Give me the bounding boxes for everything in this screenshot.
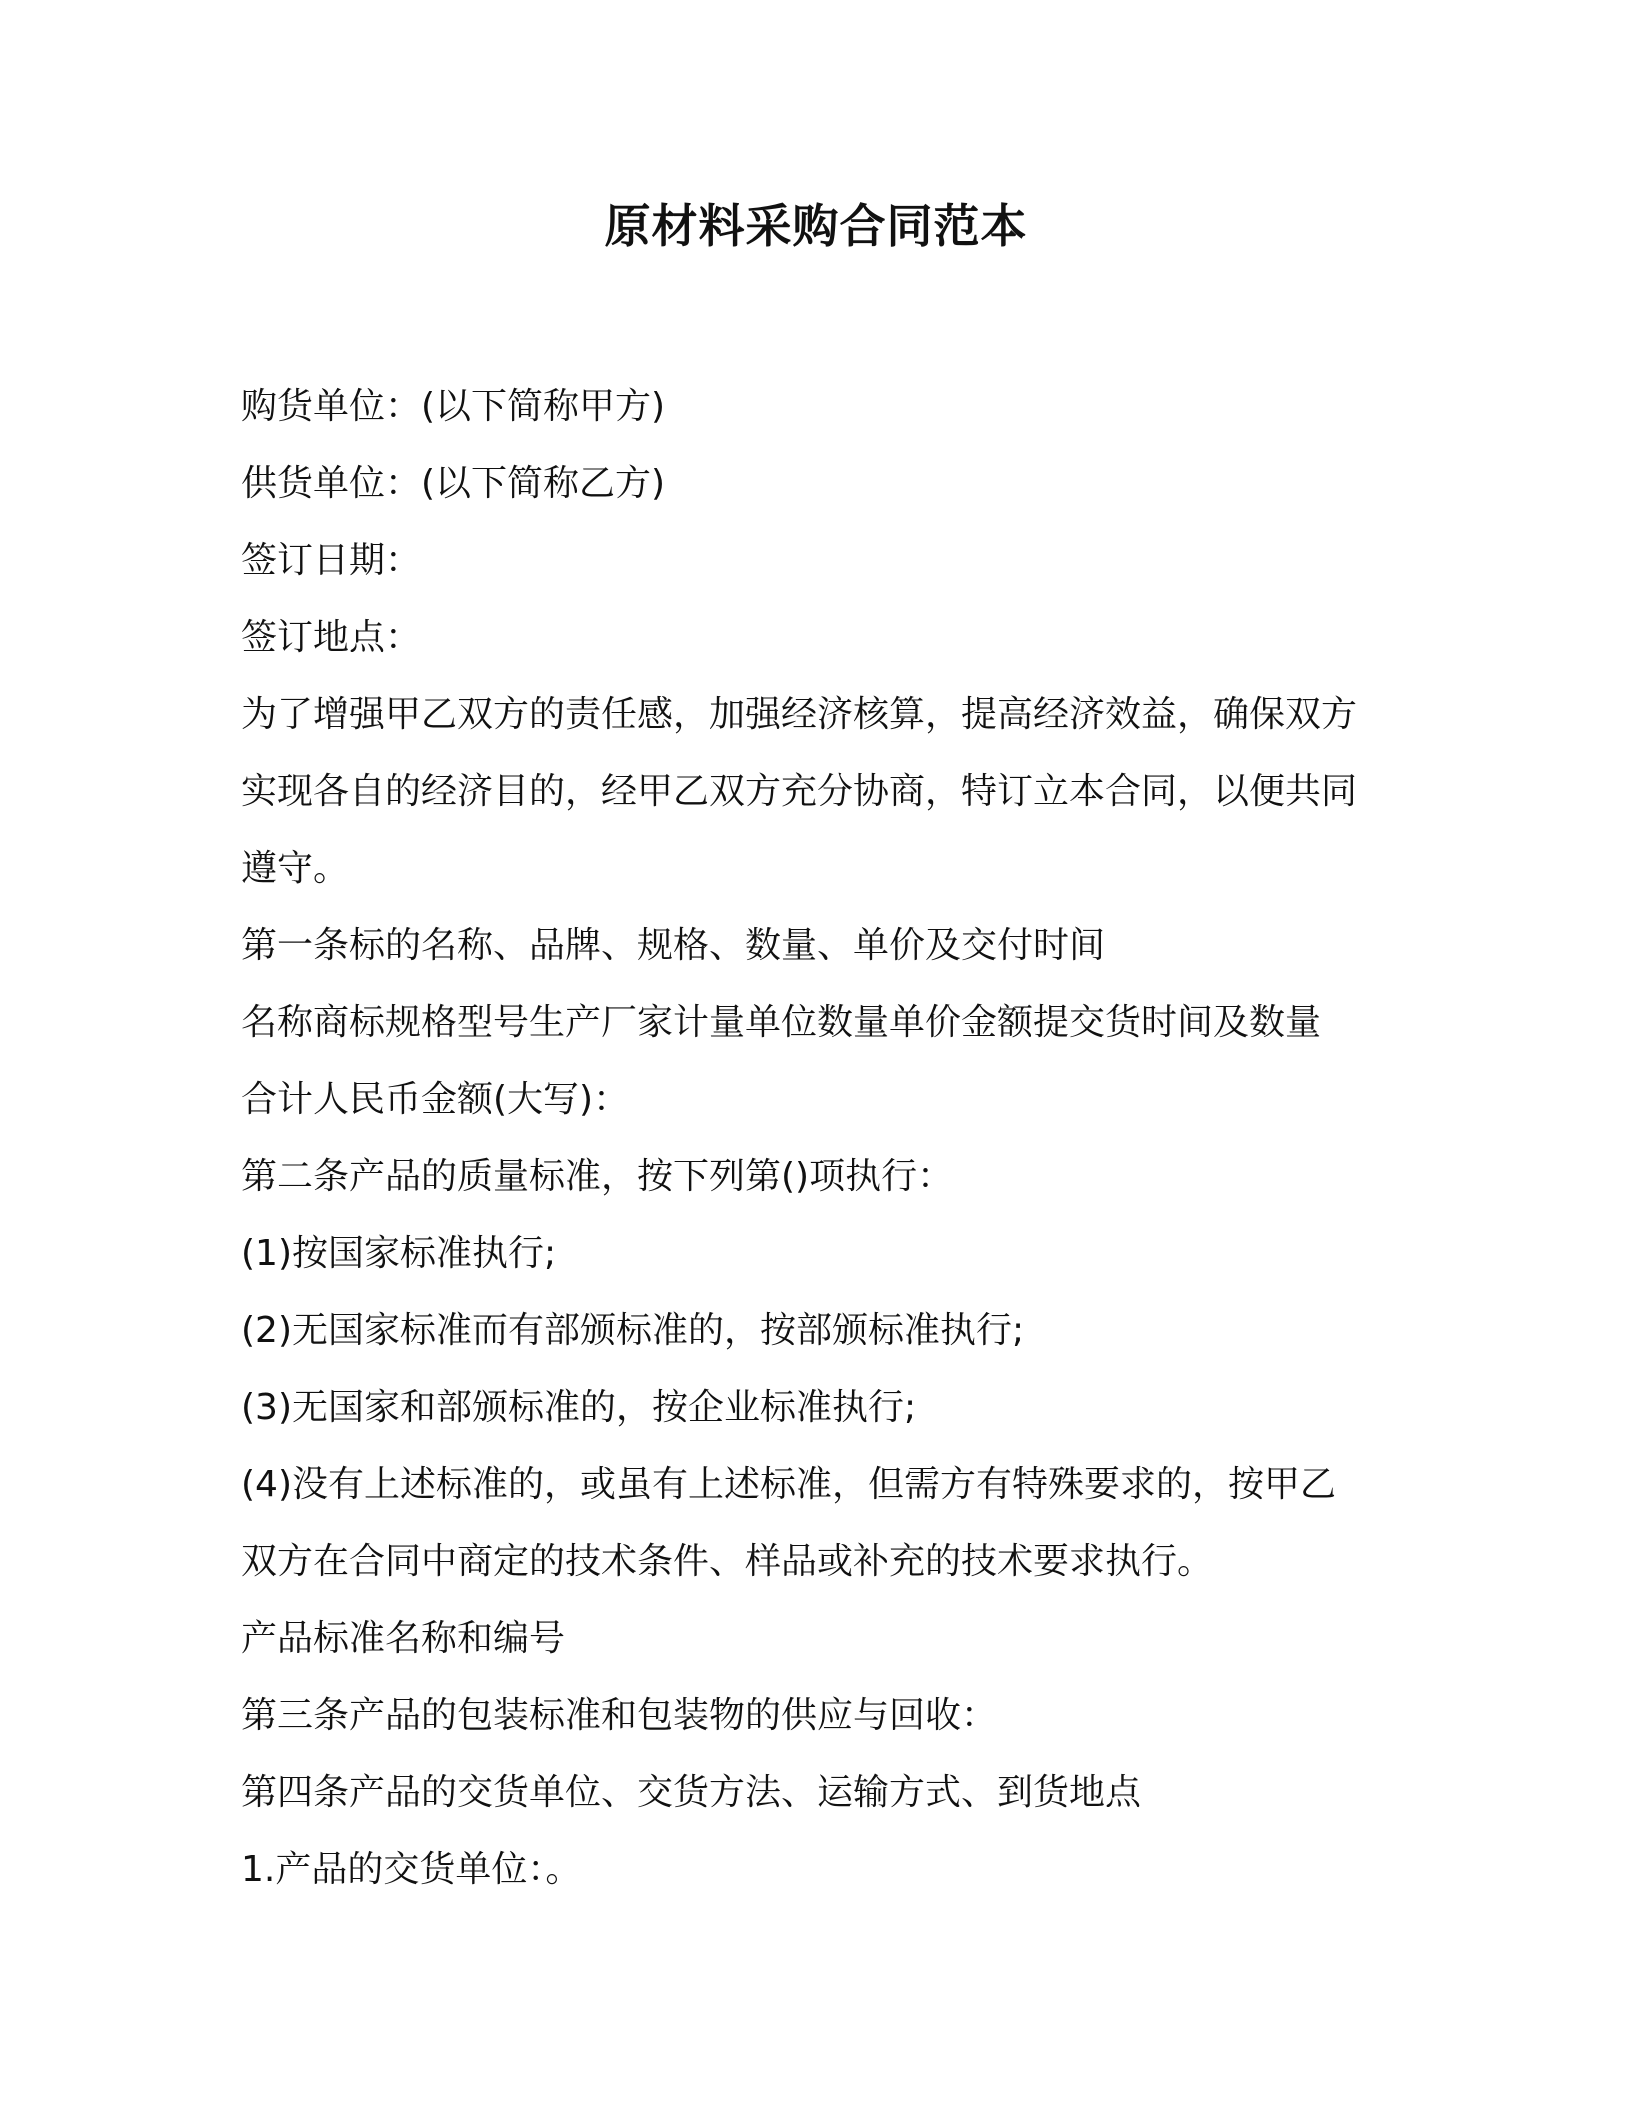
article-4-heading: 第四条产品的交货单位、交货方法、运输方式、到货地点 (241, 1772, 1142, 1813)
signing-place-line: 签订地点： (241, 617, 422, 658)
buyer-line: 购货单位：(以下简称甲方) (241, 386, 666, 427)
article-2-heading: 第二条产品的质量标准，按下列第()项执行： (241, 1156, 954, 1197)
article-3-heading: 第三条产品的包装标准和包装物的供应与回收： (241, 1695, 998, 1736)
preamble-paragraph: 为了增强甲乙双方的责任感，加强经济核算，提高经济效益，确保双方实现各自的经济目的，经甲乙双方充分协商，特订立本合同，以便共同遵守。 (241, 694, 1358, 889)
article-2-item-2: (2)无国家标准而有部颁标准的，按部颁标准执行; (241, 1310, 1025, 1351)
supplier-line: 供货单位：(以下简称乙方) (241, 463, 666, 504)
total-amount-line: 合计人民币金额(大写)： (241, 1079, 630, 1120)
document-body (241, 368, 1366, 1908)
article-1-heading: 第一条标的名称、品牌、规格、数量、单价及交付时间 (241, 925, 1106, 966)
article-1-columns: 名称商标规格型号生产厂家计量单位数量单价金额提交货时间及数量 (241, 1002, 1322, 1043)
article-2-item-1: (1)按国家标准执行; (241, 1233, 557, 1274)
article-2-item-4: (4)没有上述标准的，或虽有上述标准，但需方有特殊要求的，按甲乙双方在合同中商定的技术条件、样品或补充的技术要求执行。 (241, 1464, 1336, 1582)
article-2-item-3: (3)无国家和部颁标准的，按企业标准执行; (241, 1387, 917, 1428)
document-title: 原材料采购合同范本 (604, 199, 1028, 253)
article-4-item-1: 1.产品的交货单位：。 (241, 1849, 582, 1890)
product-standard-line: 产品标准名称和编号 (241, 1618, 566, 1659)
signing-date-line: 签订日期： (241, 540, 422, 581)
